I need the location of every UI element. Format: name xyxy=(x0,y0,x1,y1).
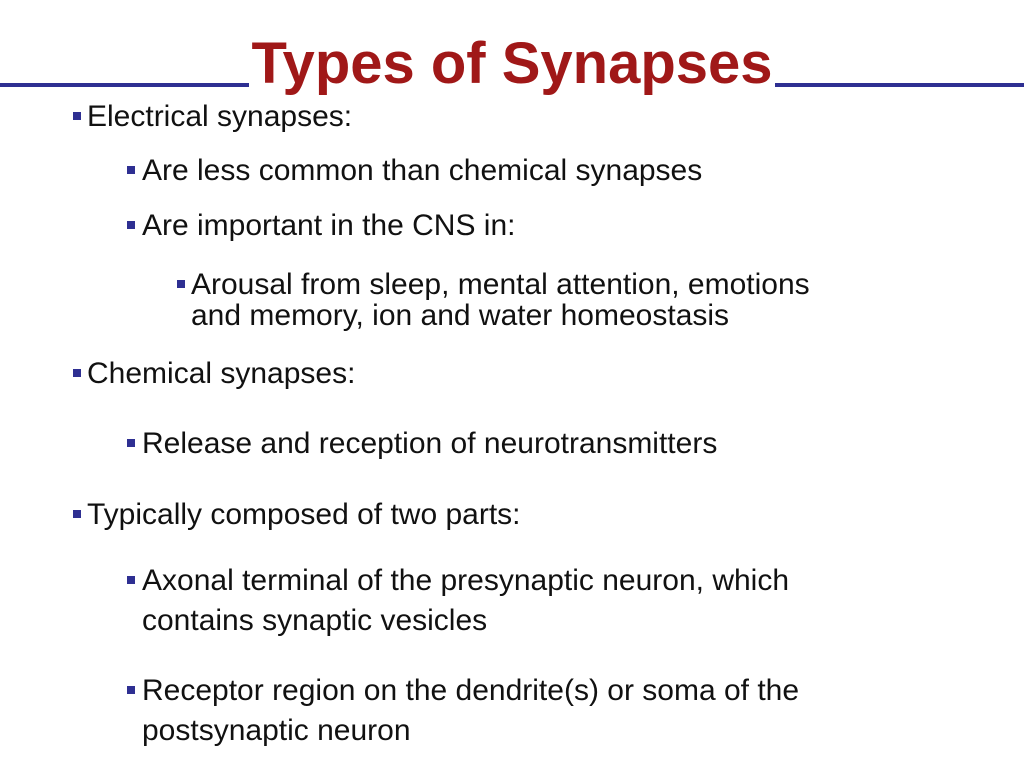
square-bullet-icon xyxy=(127,221,135,229)
bullet-less-common: Are less common than chemical synapses xyxy=(142,154,703,187)
slide-title-text: Types of Synapses xyxy=(251,31,773,96)
square-bullet-icon xyxy=(127,439,135,447)
bullet-arousal-continuation: and memory, ion and water homeostasis xyxy=(191,299,730,332)
bullet-two-parts: Typically composed of two parts: xyxy=(87,498,521,531)
slide-title xyxy=(0,26,1024,102)
square-bullet-icon xyxy=(127,166,135,174)
bullet-axonal-terminal: Axonal terminal of the presynaptic neuron, which xyxy=(142,564,790,597)
square-bullet-icon xyxy=(127,576,135,584)
square-bullet-icon xyxy=(73,112,81,120)
square-bullet-icon xyxy=(73,510,81,518)
bullet-axonal-terminal-continuation: contains synaptic vesicles xyxy=(142,604,488,637)
bullet-arousal: Arousal from sleep, mental attention, emotions xyxy=(191,268,810,301)
bullet-receptor-region-continuation: postsynaptic neuron xyxy=(142,714,411,747)
square-bullet-icon xyxy=(127,686,135,694)
bullet-chemical-synapses: Chemical synapses: xyxy=(87,357,356,390)
bullet-important-cns: Are important in the CNS in: xyxy=(142,209,516,242)
bullet-receptor-region: Receptor region on the dendrite(s) or soma of the xyxy=(142,674,800,707)
square-bullet-icon xyxy=(73,369,81,377)
bullet-release-reception: Release and reception of neurotransmitters xyxy=(142,427,718,460)
bullet-electrical-synapses: Electrical synapses: xyxy=(87,100,353,133)
square-bullet-icon xyxy=(177,280,185,288)
